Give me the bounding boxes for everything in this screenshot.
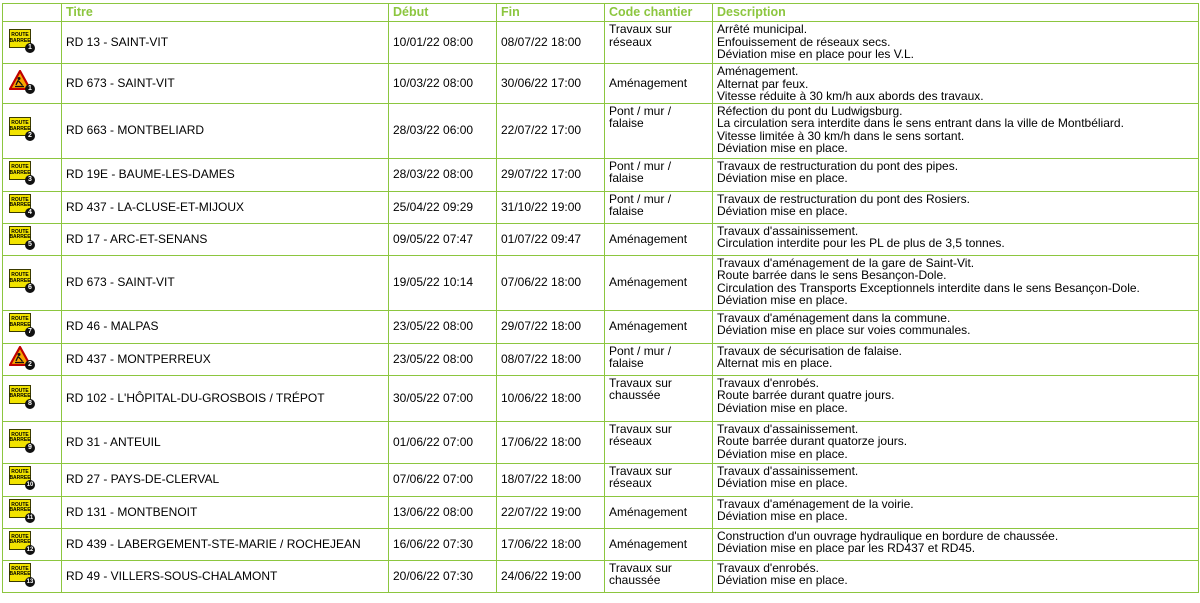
description-line: Déviation mise en place. <box>717 171 848 185</box>
code-line: Travaux sur <box>609 421 672 436</box>
row-icon-cell <box>3 310 62 343</box>
description-line: Alternat par feux. <box>717 76 809 91</box>
description-line: Travaux de restructuration du pont des Rosiers. <box>717 191 971 206</box>
row-titre[interactable]: RD 663 - MONTBELIARD <box>62 103 389 158</box>
row-debut: 25/04/22 09:29 <box>389 191 497 223</box>
sign-text: ROUTE <box>11 120 29 127</box>
row-fin: 22/07/22 19:00 <box>497 496 605 528</box>
row-icon-cell <box>3 343 62 375</box>
row-icon-cell <box>3 421 62 463</box>
row-icon-cell <box>3 528 62 560</box>
col-description-header[interactable]: Description <box>713 4 1199 22</box>
row-fin: 08/07/22 18:00 <box>497 343 605 375</box>
table-body <box>3 22 1199 593</box>
row-description <box>713 255 1199 310</box>
description-line: Alternat mis en place. <box>717 356 833 370</box>
route-barree-icon <box>9 429 35 453</box>
row-fin: 22/07/22 17:00 <box>497 103 605 158</box>
row-fin: 24/06/22 19:00 <box>497 560 605 592</box>
sign-text: ROUTE <box>11 533 29 540</box>
sign-text: ROUTE <box>11 431 29 438</box>
row-debut: 09/05/22 07:47 <box>389 223 497 255</box>
row-description <box>713 310 1199 343</box>
description-line: Vitesse limitée à 30 km/h dans le sens sortant. <box>717 128 965 143</box>
code-line: Aménagement <box>609 504 688 519</box>
description-line: Travaux de restructuration du pont des pipes. <box>717 158 959 173</box>
table-row[interactable] <box>3 255 1199 310</box>
description-line: Déviation mise en place. <box>717 509 848 523</box>
roadworks-warning-icon <box>9 346 35 370</box>
description-line: Travaux d'aménagement de la voirie. <box>717 496 914 511</box>
row-description <box>713 103 1199 158</box>
sign-number: 2 <box>25 360 35 370</box>
row-code <box>605 310 713 343</box>
row-icon-cell <box>3 496 62 528</box>
row-titre[interactable]: RD 46 - MALPAS <box>62 310 389 343</box>
row-titre[interactable]: RD 131 - MONTBENOIT <box>62 496 389 528</box>
row-titre[interactable]: RD 673 - SAINT-VIT <box>62 255 389 310</box>
row-fin: 29/07/22 17:00 <box>497 158 605 191</box>
row-debut: 20/06/22 07:30 <box>389 560 497 592</box>
route-barree-icon <box>9 194 35 218</box>
row-code <box>605 343 713 375</box>
row-code <box>605 496 713 528</box>
description-line: Route barrée durant quatorze jours. <box>717 434 908 448</box>
description-line: Travaux d'enrobés. <box>717 560 819 575</box>
description-line: Vitesse réduite à 30 km/h aux abords des travaux. <box>717 89 984 103</box>
row-icon-cell <box>3 463 62 496</box>
row-debut: 23/05/22 08:00 <box>389 343 497 375</box>
code-line: Travaux sur <box>609 560 672 575</box>
row-fin: 29/07/22 18:00 <box>497 310 605 343</box>
table-row[interactable] <box>3 64 1199 104</box>
row-icon-cell <box>3 64 62 104</box>
sign-text: BARREE <box>9 321 31 328</box>
row-titre[interactable]: RD 439 - LABERGEMENT-STE-MARIE / ROCHEJEAN <box>62 528 389 560</box>
sign-number: 8 <box>25 399 35 409</box>
table-row[interactable] <box>3 463 1199 496</box>
sign-text: ROUTE <box>11 565 29 572</box>
description-line: Travaux d'assainissement. <box>717 223 859 238</box>
sign-text: ROUTE <box>11 164 29 171</box>
code-line: Aménagement <box>609 536 688 551</box>
row-fin: 17/06/22 18:00 <box>497 421 605 463</box>
row-description <box>713 375 1199 421</box>
description-line: Déviation mise en place. <box>717 446 848 461</box>
row-debut: 13/06/22 08:00 <box>389 496 497 528</box>
row-debut: 28/03/22 06:00 <box>389 103 497 158</box>
table-row[interactable] <box>3 103 1199 158</box>
row-debut: 10/01/22 08:00 <box>389 22 497 64</box>
sign-number: 6 <box>25 283 35 293</box>
row-code <box>605 255 713 310</box>
row-debut: 28/03/22 08:00 <box>389 158 497 191</box>
description-line: Réfection du pont du Ludwigsburg. <box>717 103 903 118</box>
row-fin: 30/06/22 17:00 <box>497 64 605 104</box>
row-icon-cell <box>3 223 62 255</box>
row-description <box>713 22 1199 64</box>
description-line: Route barrée durant quatre jours. <box>717 388 895 402</box>
row-code <box>605 223 713 255</box>
row-icon-cell <box>3 191 62 223</box>
sign-text: BARREE <box>9 539 31 546</box>
table-row[interactable] <box>3 528 1199 560</box>
row-description <box>713 223 1199 255</box>
sign-text: BARREE <box>9 234 31 241</box>
row-icon-cell <box>3 22 62 64</box>
row-debut: 01/06/22 07:00 <box>389 421 497 463</box>
row-code <box>605 421 713 463</box>
sign-text: BARREE <box>9 125 31 132</box>
sign-text: ROUTE <box>11 501 29 508</box>
row-code <box>605 560 713 592</box>
route-barree-icon <box>9 531 35 555</box>
row-titre[interactable]: RD 49 - VILLERS-SOUS-CHALAMONT <box>62 560 389 592</box>
sign-number: 5 <box>25 240 35 250</box>
code-line: chaussée <box>609 388 661 402</box>
description-line: Route barrée dans le sens Besançon-Dole. <box>717 268 947 282</box>
sign-text: BARREE <box>9 169 31 176</box>
row-code <box>605 463 713 496</box>
description-line: Travaux d'assainissement. <box>717 463 859 478</box>
code-line: Aménagement <box>609 231 688 246</box>
code-line: chaussée <box>609 573 661 587</box>
route-barree-icon <box>9 29 35 53</box>
row-code <box>605 158 713 191</box>
code-line: réseaux <box>609 434 652 448</box>
row-fin: 08/07/22 18:00 <box>497 22 605 64</box>
table-row[interactable] <box>3 343 1199 375</box>
row-debut: 23/05/22 08:00 <box>389 310 497 343</box>
sign-number: 13 <box>26 578 34 585</box>
sign-text: BARREE <box>9 393 31 400</box>
row-description <box>713 528 1199 560</box>
row-debut: 16/06/22 07:30 <box>389 528 497 560</box>
row-description <box>713 496 1199 528</box>
row-description <box>713 463 1199 496</box>
row-icon-cell <box>3 103 62 158</box>
row-fin: 07/06/22 18:00 <box>497 255 605 310</box>
description-line: Déviation mise en place. <box>717 293 848 307</box>
table-row[interactable] <box>3 191 1199 223</box>
sign-number: 2 <box>25 131 35 141</box>
sign-text: BARREE <box>9 571 31 578</box>
description-line: Déviation mise en place. <box>717 204 848 218</box>
description-line: Déviation mise en place. <box>717 476 848 490</box>
row-fin: 10/06/22 18:00 <box>497 375 605 421</box>
row-debut: 07/06/22 07:00 <box>389 463 497 496</box>
code-line: réseaux <box>609 476 652 490</box>
row-icon-cell <box>3 560 62 592</box>
description-line: Travaux d'assainissement. <box>717 421 859 436</box>
row-debut: 30/05/22 07:00 <box>389 375 497 421</box>
row-debut: 19/05/22 10:14 <box>389 255 497 310</box>
route-barree-icon <box>9 563 35 587</box>
description-line: Déviation mise en place pour les V.L. <box>717 47 915 61</box>
sign-number: 4 <box>25 208 35 218</box>
row-code <box>605 528 713 560</box>
row-fin: 18/07/22 18:00 <box>497 463 605 496</box>
sign-number: 1 <box>25 84 35 94</box>
route-barree-icon <box>9 226 35 250</box>
description-line: Enfouissement de réseaux secs. <box>717 34 891 49</box>
row-titre[interactable]: RD 437 - MONTPERREUX <box>62 343 389 375</box>
description-line: Circulation des Transports Exceptionnels interdite dans le sens Besançon-Dole. <box>717 280 1140 295</box>
sign-text: ROUTE <box>11 228 29 235</box>
code-line: Travaux sur <box>609 22 672 36</box>
route-barree-icon <box>9 269 35 293</box>
code-line: réseaux <box>609 34 652 49</box>
roadworks-warning-icon <box>9 70 35 94</box>
sign-text: BARREE <box>9 202 31 209</box>
row-titre[interactable]: RD 19E - BAUME-LES-DAMES <box>62 158 389 191</box>
row-titre[interactable]: RD 27 - PAYS-DE-CLERVAL <box>62 463 389 496</box>
sign-text: ROUTE <box>11 196 29 203</box>
route-barree-icon <box>9 313 35 337</box>
row-titre[interactable]: RD 673 - SAINT-VIT <box>62 64 389 104</box>
sign-text: BARREE <box>9 277 31 284</box>
row-description <box>713 158 1199 191</box>
row-titre[interactable]: RD 13 - SAINT-VIT <box>62 22 389 64</box>
sign-number: 10 <box>26 482 34 489</box>
route-barree-icon <box>9 466 35 490</box>
row-icon-cell <box>3 255 62 310</box>
sign-number: 12 <box>26 546 34 553</box>
sign-text: ROUTE <box>11 272 29 279</box>
code-line: Aménagement <box>609 319 688 334</box>
col-titre-header[interactable]: Titre <box>62 4 389 22</box>
col-fin-header[interactable]: Fin <box>497 4 605 22</box>
description-line: Arrêté municipal. <box>717 22 808 36</box>
sign-text: ROUTE <box>11 469 29 476</box>
row-code <box>605 64 713 104</box>
route-barree-icon <box>9 385 35 409</box>
row-description <box>713 560 1199 592</box>
col-debut-header[interactable]: Début <box>389 4 497 22</box>
roadworks-table <box>2 3 1199 593</box>
table-row[interactable] <box>3 310 1199 343</box>
table-row[interactable] <box>3 223 1199 255</box>
row-code <box>605 191 713 223</box>
row-code <box>605 103 713 158</box>
code-line: Pont / mur / falaise <box>609 158 672 185</box>
description-line: Travaux d'enrobés. <box>717 375 819 390</box>
sign-text: ROUTE <box>11 32 29 39</box>
col-code-header[interactable]: Code chantier <box>605 4 713 22</box>
sign-text: BARREE <box>9 507 31 514</box>
table-row[interactable] <box>3 560 1199 592</box>
description-line: Déviation mise en place. <box>717 400 848 415</box>
table-row[interactable] <box>3 496 1199 528</box>
row-debut: 10/03/22 08:00 <box>389 64 497 104</box>
route-barree-icon <box>9 499 35 523</box>
code-line: Aménagement <box>609 76 688 90</box>
description-line: Aménagement. <box>717 64 799 78</box>
row-description <box>713 343 1199 375</box>
description-line: Déviation mise en place par les RD437 et RD45. <box>717 541 976 555</box>
header-row <box>3 4 1199 22</box>
sign-text: BARREE <box>9 474 31 481</box>
table-row[interactable] <box>3 421 1199 463</box>
description-line: Circulation interdite pour les PL de plus de 3,5 tonnes. <box>717 236 1005 250</box>
description-line: Travaux d'aménagement dans la commune. <box>717 310 951 325</box>
sign-text: BARREE <box>9 437 31 444</box>
code-line: Travaux sur <box>609 375 672 390</box>
row-code <box>605 22 713 64</box>
row-icon-cell <box>3 158 62 191</box>
code-line: Pont / mur / falaise <box>609 103 672 130</box>
row-titre[interactable]: RD 437 - LA-CLUSE-ET-MIJOUX <box>62 191 389 223</box>
col-icon-header <box>3 4 62 22</box>
sign-number: 11 <box>26 514 34 521</box>
description-line: Déviation mise en place. <box>717 573 848 587</box>
row-icon-cell <box>3 375 62 421</box>
sign-text: ROUTE <box>11 316 29 323</box>
row-code <box>605 375 713 421</box>
description-line: Travaux d'aménagement de la gare de Saint-Vit. <box>717 255 975 270</box>
row-titre[interactable]: RD 102 - L'HÔPITAL-DU-GROSBOIS / TRÉPOT <box>62 375 389 421</box>
code-line: Pont / mur / falaise <box>609 343 672 370</box>
code-line: Travaux sur <box>609 463 672 478</box>
row-titre[interactable]: RD 17 - ARC-ET-SENANS <box>62 223 389 255</box>
sign-number: 1 <box>25 43 35 53</box>
description-line: La circulation sera interdite dans le sens entrant dans la ville de Montbéliard. <box>717 116 1124 130</box>
description-line: Déviation mise en place. <box>717 141 848 155</box>
description-line: Construction d'un ouvrage hydraulique en bordure de chaussée. <box>717 528 1059 543</box>
table-row[interactable] <box>3 158 1199 191</box>
row-description <box>713 64 1199 104</box>
route-barree-icon <box>9 117 35 141</box>
row-description <box>713 421 1199 463</box>
row-fin: 31/10/22 19:00 <box>497 191 605 223</box>
route-barree-icon <box>9 161 35 185</box>
row-titre[interactable]: RD 31 - ANTEUIL <box>62 421 389 463</box>
code-line: Pont / mur / falaise <box>609 191 672 218</box>
sign-text: BARREE <box>9 37 31 44</box>
row-fin: 01/07/22 09:47 <box>497 223 605 255</box>
code-line: Aménagement <box>609 275 688 290</box>
description-line: Travaux de sécurisation de falaise. <box>717 343 902 358</box>
row-fin: 17/06/22 18:00 <box>497 528 605 560</box>
sign-number: 9 <box>25 443 35 453</box>
sign-number: 3 <box>25 175 35 185</box>
row-description <box>713 191 1199 223</box>
description-line: Déviation mise en place sur voies communales. <box>717 323 971 337</box>
table-row[interactable] <box>3 22 1199 64</box>
sign-number: 7 <box>25 327 35 337</box>
table-row[interactable] <box>3 375 1199 421</box>
sign-text: ROUTE <box>11 387 29 394</box>
